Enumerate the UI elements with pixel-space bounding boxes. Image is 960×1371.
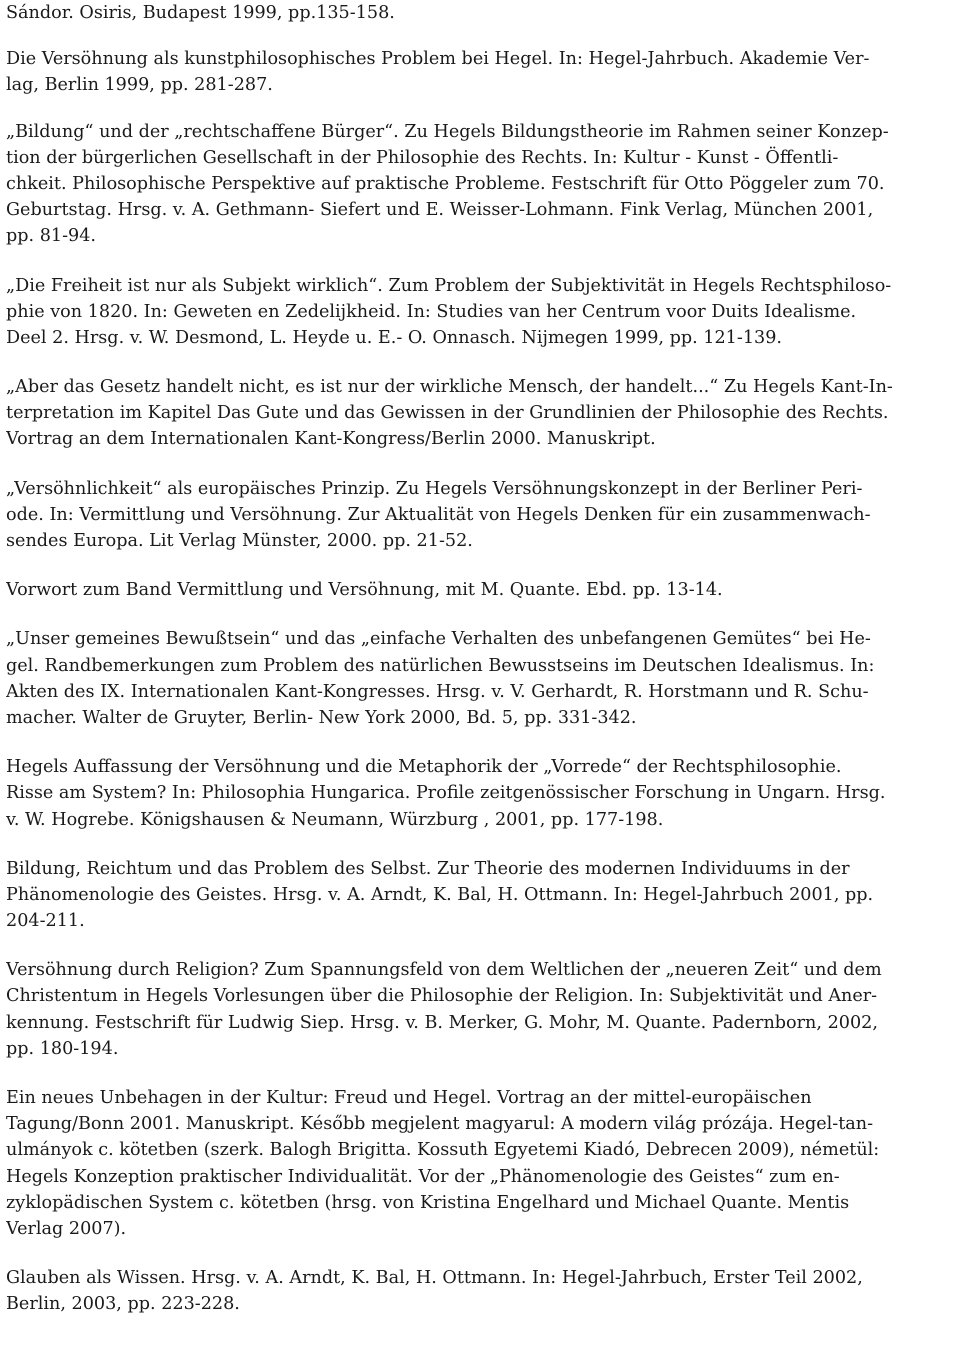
bibliography-entry-12	[6, 1085, 954, 1242]
text-line: zyklopädischen System c. kötetben (hrsg. von Kristina Engelhard und Michael Quante. Mentis	[6, 1192, 850, 1213]
text-line: Akten des IX. Internationalen Kant-Kongresses. Hrsg. v. V. Gerhardt, R. Horstmann und R. Schu-	[6, 681, 869, 702]
text-line: Phänomenologie des Geistes. Hrsg. v. A. Arndt, K. Bal, H. Ottmann. In: Hegel-Jahrbuch 2001, pp.	[6, 884, 874, 905]
text-line: „Die Freiheit ist nur als Subjekt wirklich“. Zum Problem der Subjektivität in Hegels Rechtsphiloso-	[6, 275, 892, 296]
bibliography-entry-2	[6, 46, 954, 98]
text-line: pp. 180-194.	[6, 1038, 119, 1059]
text-line: pp. 81-94.	[6, 226, 97, 247]
bibliography-entry-3	[6, 119, 954, 250]
text-line: terpretation im Kapitel Das Gute und das Gewissen in der Grundlinien der Philosophie des Rechts.	[6, 403, 889, 424]
text-line: sendes Europa. Lit Verlag Münster, 2000. pp. 21-52.	[6, 531, 473, 551]
text-line: tion der bürgerlichen Gesellschaft in der Philosophie des Rechts. In: Kultur - Kunst - Öffentli-	[6, 147, 839, 168]
text-line: ode. In: Vermittlung und Versöhnung. Zur Aktualität von Hegels Denken für ein zusammenwach-	[6, 504, 871, 525]
text-line: Glauben als Wissen. Hrsg. v. A. Arndt, K. Bal, H. Ottmann. In: Hegel-Jahrbuch, Erster Teil 2002,	[6, 1268, 863, 1289]
text-line: Christentum in Hegels Vorlesungen über die Philosophie der Religion. In: Subjektivität und Aner-	[6, 986, 878, 1007]
bibliography-entry-6	[6, 476, 954, 555]
text-line: Verlag 2007).	[6, 1218, 127, 1239]
text-line: Deel 2. Hrsg. v. W. Desmond, L. Heyde u. E.- O. Onnasch. Nijmegen 1999, pp. 121-139.	[6, 327, 782, 348]
bibliography-entry-11	[6, 957, 954, 1062]
text-line: „Bildung“ und der „rechtschaffene Bürger“. Zu Hegels Bildungstheorie im Rahmen seiner Konzep-	[6, 121, 889, 142]
bibliography-entry-9	[6, 754, 954, 833]
bibliography-entry-10	[6, 856, 954, 935]
text-line: lag, Berlin 1999, pp. 281-287.	[6, 75, 273, 96]
text-line: „Versöhnlichkeit“ als europäisches Prinzip. Zu Hegels Versöhnungskonzept in der Berliner Peri-	[6, 478, 863, 499]
text-line: Versöhnung durch Religion? Zum Spannungsfeld von dem Weltlichen der „neueren Zeit“ und dem	[6, 960, 882, 981]
bibliography-entry-7	[6, 577, 954, 603]
text-line: Geburtstag. Hrsg. v. A. Gethmann- Siefert und E. Weisser-Lohmann. Fink Verlag, München 2001,	[6, 200, 874, 221]
text-line: Vorwort zum Band Vermittlung und Versöhnung, mit M. Quante. Ebd. pp. 13-14.	[6, 580, 723, 601]
bibliography-entry-13	[6, 1265, 954, 1317]
bibliography-entry-1	[6, 0, 954, 26]
text-line: Vortrag an dem Internationalen Kant-Kongress/Berlin 2000. Manuskript.	[6, 429, 656, 450]
text-line: kennung. Festschrift für Ludwig Siep. Hrsg. v. B. Merker, G. Mohr, M. Quante. Padernborn, 2002,	[6, 1012, 878, 1033]
text-line: macher. Walter de Gruyter, Berlin- New York 2000, Bd. 5, pp. 331-342.	[6, 707, 637, 728]
text-line: Bildung, Reichtum und das Problem des Selbst. Zur Theorie des modernen Individuums in der	[6, 858, 850, 879]
text-line: 204-211.	[6, 911, 85, 932]
text-line: Hegels Konzeption praktischer Individualität. Vor der „Phänomenologie des Geistes“ zum en-	[6, 1166, 840, 1187]
text-line: „Aber das Gesetz handelt nicht, es ist nur der wirkliche Mensch, der handelt...“ Zu Hegels Kant-In-	[6, 377, 893, 398]
text-line: gel. Randbemerkungen zum Problem des natürlichen Bewusstseins im Deutschen Idealismus. In:	[6, 655, 875, 676]
text-line: Sándor. Osiris, Budapest 1999, pp.135-158.	[6, 3, 395, 23]
bibliography-entry-8	[6, 626, 954, 731]
text-line: Die Versöhnung als kunstphilosophisches Problem bei Hegel. In: Hegel-Jahrbuch. Akademie Ver-	[6, 49, 870, 70]
text-line: chkeit. Philosophische Perspektive auf praktische Probleme. Festschrift für Otto Pöggeler zum 70.	[6, 173, 885, 194]
text-line: ulmányok c. kötetben (szerk. Balogh Brigitta. Kossuth Egyetemi Kiadó, Debrecen 2009), németül:	[6, 1140, 880, 1161]
bibliography-entry-5	[6, 374, 954, 453]
text-line: v. W. Hogrebe. Königshausen & Neumann, Würzburg , 2001, pp. 177-198.	[6, 809, 664, 830]
text-line: phie von 1820. In: Geweten en Zedelijkheid. In: Studies van her Centrum voor Duits Idealisme.	[6, 301, 857, 322]
text-line: „Unser gemeines Bewußtsein“ und das „einfache Verhalten des unbefangenen Gemütes“ bei He-	[6, 629, 871, 650]
text-line: Tagung/Bonn 2001. Manuskript. Később megjelent magyarul: A modern világ prózája. Hegel-tan-	[6, 1114, 874, 1135]
text-line: Ein neues Unbehagen in der Kultur: Freud und Hegel. Vortrag an der mittel-europäischen	[6, 1088, 812, 1108]
text-line: Risse am System? In: Philosophia Hungarica. Profile zeitgenössischer Forschung in Ungarn. Hrsg.	[6, 783, 886, 804]
text-line: Berlin, 2003, pp. 223-228.	[6, 1294, 240, 1315]
bibliography-entry-4	[6, 273, 954, 352]
text-line: Hegels Auffassung der Versöhnung und die Metaphorik der „Vorrede“ der Rechtsphilosophie.	[6, 757, 842, 778]
